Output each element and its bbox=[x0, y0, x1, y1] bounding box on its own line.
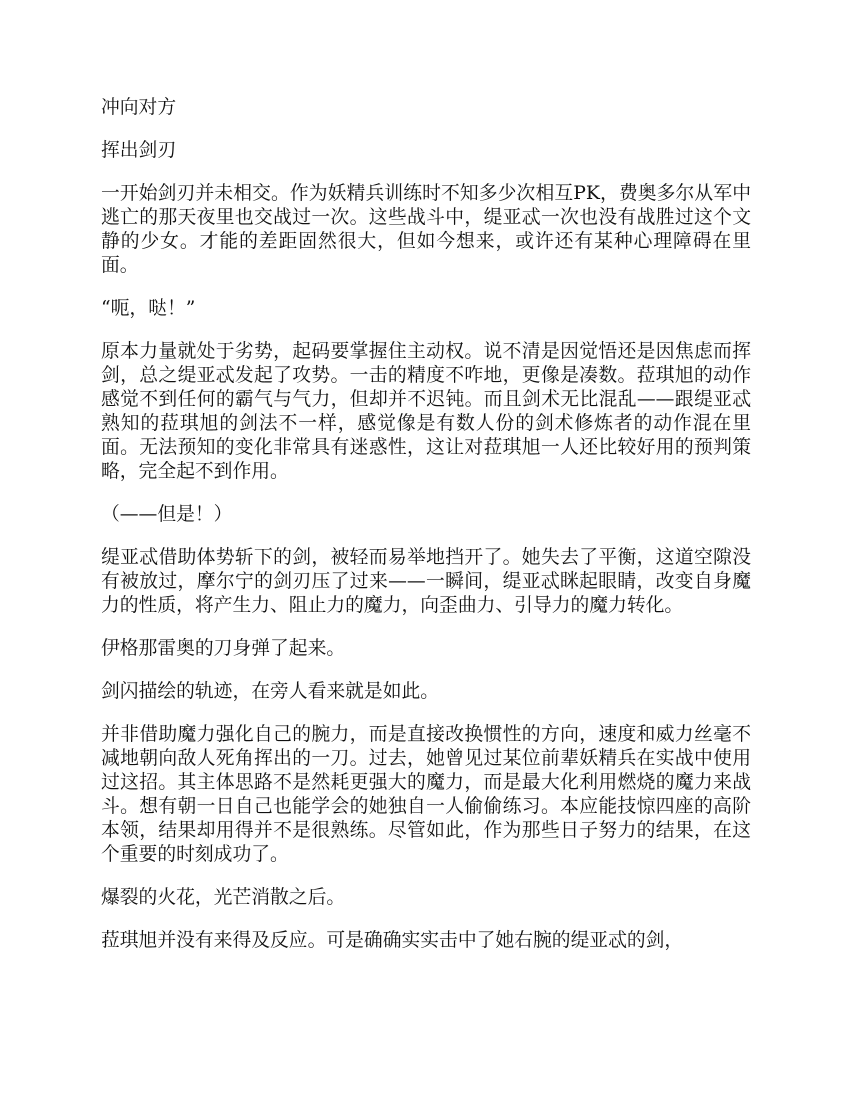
paragraph: 菈琪旭并没有来得及反应。可是确确实实击中了她右腕的缇亚忒的剑， bbox=[101, 930, 684, 951]
paragraph: 并非借助魔力强化自己的腕力，而是直接改换惯性的方向，速度和威力丝毫不减地朝向敌人死角挥出的一刀。过去，她曾见过某位前辈妖精兵在实战中使用过这招。其主体思路不是然耗更强大的魔力，而是最大化利用燃烧的魔力来战斗。想有朝一日自己也能学会的她独自一人偷偷练习。本应能技惊四座的高阶本领，结果却用得并不是很熟练。尽管如此，作为那些日子努力的结果，在这个重要的时刻成功了。 bbox=[101, 724, 751, 865]
paragraph: 爆裂的火花，光芒消散之后。 bbox=[101, 887, 346, 908]
paragraph: 一开始剑刃并未相交。作为妖精兵训练时不知多少次相互PK，费奥多尔从军中逃亡的那天夜里也交战过一次。这些战斗中，缇亚忒一次也没有战胜过这个文静的少女。才能的差距固然很大，但如今想来，或许还有某种心理障碍在里面。 bbox=[101, 183, 751, 276]
paragraph: 缇亚忒借助体势斩下的剑，被轻而易举地挡开了。她失去了平衡，这道空隙没有被放过，摩尔宁的剑刃压了过来——一瞬间，缇亚忒眯起眼睛，改变自身魔力的性质，将产生力、阻止力的魔力，向歪曲力、引导力的魔力转化。 bbox=[101, 547, 751, 616]
paragraph: 挥出剑刃 bbox=[101, 140, 177, 161]
paragraph: 冲向对方 bbox=[101, 97, 177, 118]
paragraph: “呃，哒！” bbox=[101, 298, 196, 319]
paragraph: 原本力量就处于劣势，起码要掌握住主动权。说不清是因觉悟还是因焦虑而挥剑，总之缇亚忒发起了攻势。一击的精度不咋地，更像是凑数。菈琪旭的动作感觉不到任何的霸气与气力，但却并不迟钝。而且剑术无比混乱——跟缇亚忒熟知的菈琪旭的剑法不一样，感觉像是有数人份的剑术修炼者的动作混在里面。无法预知的变化非常具有迷惑性，这让对菈琪旭一人还比较好用的预判策略，完全起不到作用。 bbox=[101, 341, 751, 482]
paragraph: （——但是！） bbox=[101, 504, 233, 525]
paragraph: 剑闪描绘的轨迹，在旁人看来就是如此。 bbox=[101, 681, 440, 702]
document-body bbox=[101, 96, 751, 972]
paragraph: 伊格那雷奥的刀身弹了起来。 bbox=[101, 638, 346, 659]
